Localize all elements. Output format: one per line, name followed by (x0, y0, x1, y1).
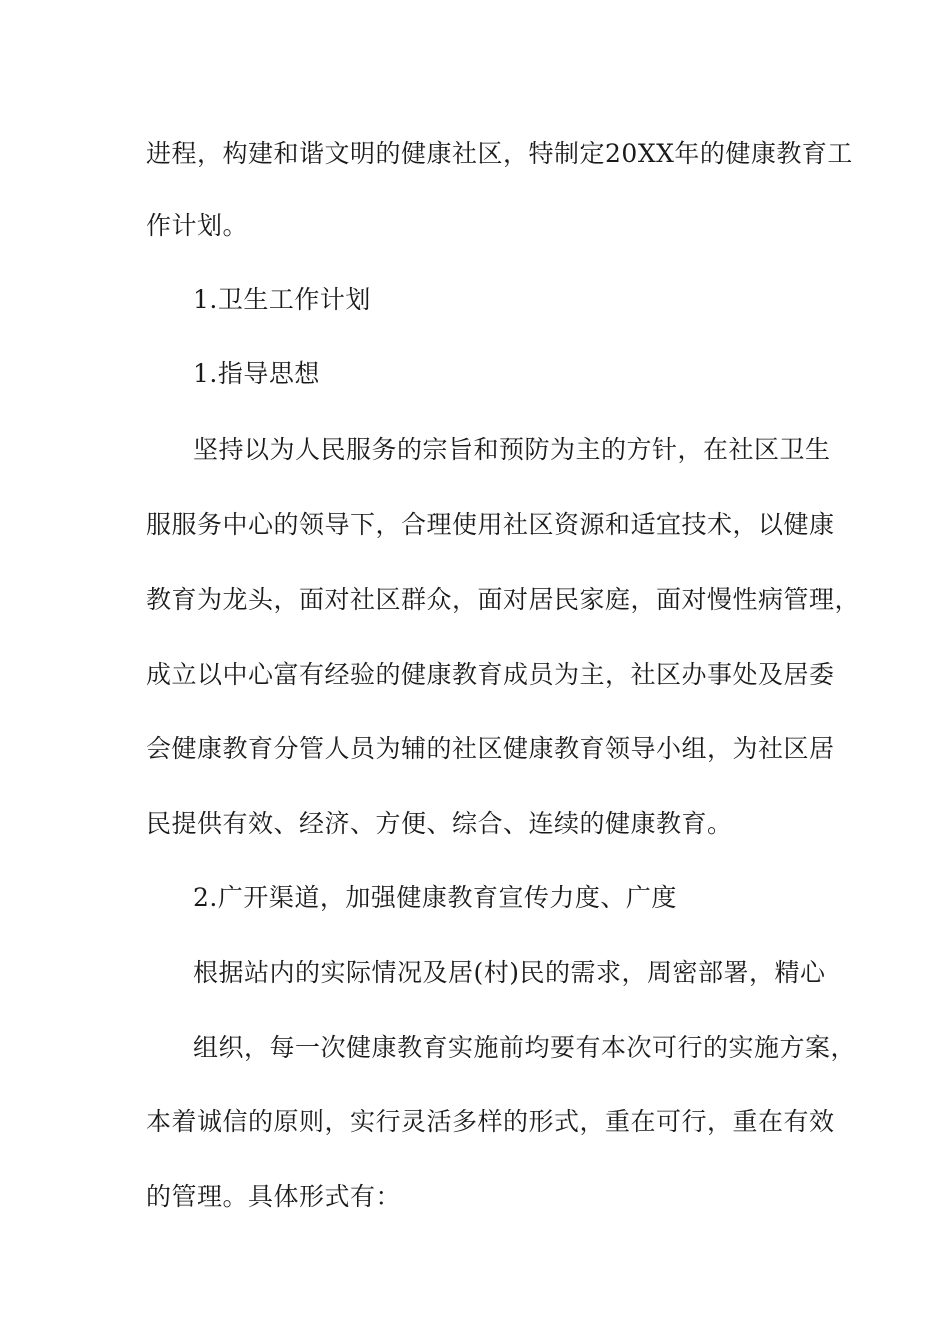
paragraph-line: 服服务中心的领导下，合理使用社区资源和适宜技术，以健康 (146, 510, 835, 539)
paragraph-line: 作计划。 (146, 211, 249, 240)
paragraph-line: 会健康教育分管人员为辅的社区健康教育领导小组，为社区居 (146, 734, 835, 763)
paragraph-line: 本着诚信的原则，实行灵活多样的形式，重在可行，重在有效 (146, 1107, 835, 1136)
paragraph-line: 教育为龙头，面对社区群众，面对居民家庭，面对慢性病管理， (146, 585, 861, 614)
section-heading: 1.卫生工作计划 (193, 285, 371, 314)
paragraph-line: 民提供有效、经济、方便、综合、连续的健康教育。 (146, 809, 733, 838)
paragraph-line: 坚持以为人民服务的宗旨和预防为主的方针，在社区卫生 (193, 435, 831, 464)
paragraph-line: 根据站内的实际情况及居(村)民的需求，周密部署，精心 (193, 958, 826, 987)
paragraph-line: 成立以中心富有经验的健康教育成员为主，社区办事处及居委 (146, 660, 835, 689)
paragraph-line: 组织，每一次健康教育实施前均要有本次可行的实施方案， (193, 1033, 857, 1062)
paragraph-line: 的管理。具体形式有： (146, 1182, 402, 1211)
subsection-heading: 2.广开渠道，加强健康教育宣传力度、广度 (193, 883, 677, 912)
subsection-heading: 1.指导思想 (193, 359, 320, 388)
paragraph-line: 进程，构建和谐文明的健康社区，特制定20XX年的健康教育工 (146, 139, 853, 168)
